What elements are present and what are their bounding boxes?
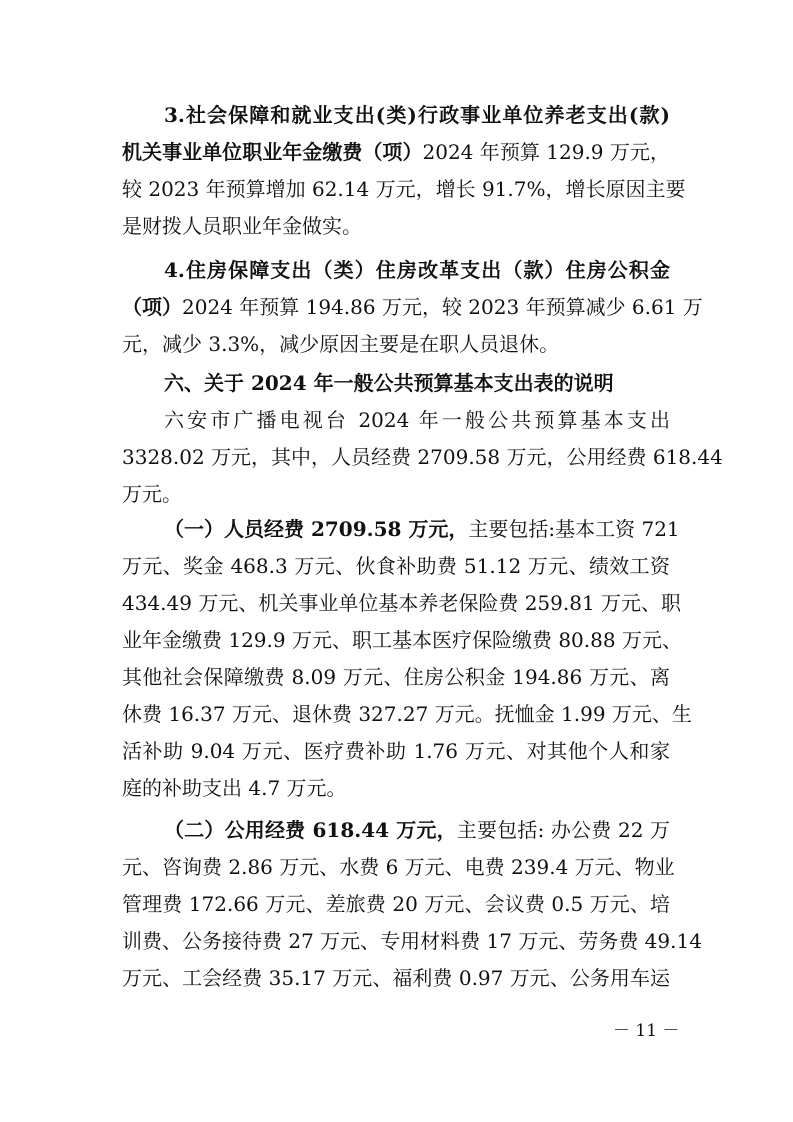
paragraph-social-security: [122, 97, 686, 245]
text-line: 是财拨人员职业年金做实。: [122, 214, 362, 238]
paragraph-basic-expenditure: [122, 402, 723, 513]
text-line: 4.住房保障支出（类）住房改革支出（款）住房公积金: [164, 258, 670, 282]
text-line: 万元、奖金 468.3 万元、伙食补助费 51.12 万元、绩效工资: [122, 554, 670, 578]
text-run: 2024 年预算 194.86 万元，较 2023 年预算减少 6.61 万: [182, 295, 703, 319]
text-line: 元，减少 3.3%，减少原因主要是在职人员退休。: [122, 332, 560, 356]
text-line: 业年金缴费 129.9 万元、职工基本医疗保险缴费 80.88 万元、: [122, 628, 682, 652]
text-line: 休费 16.37 万元、退休费 327.27 万元。抚恤金 1.99 万元、生: [122, 702, 692, 726]
text-line: 万元、工会经费 35.17 万元、福利费 0.97 万元、公务用车运: [122, 966, 670, 990]
text-run: 主要包括:基本工资 721: [468, 517, 680, 541]
text-line: 训费、公务接待费 27 万元、专用材料费 17 万元、劳务费 49.14: [122, 929, 702, 953]
heading-text: 六、关于 2024 年一般公共预算基本支出表的说明: [164, 371, 614, 395]
text-line: [122, 511, 680, 548]
text-line: 3.社会保障和就业支出(类)行政事业单位养老支出(款): [164, 103, 670, 127]
text-line: 较 2023 年预算增加 62.14 万元，增长 91.7%，增长原因主要: [122, 177, 686, 201]
text-line: 庭的补助支出 4.7 万元。: [122, 776, 347, 800]
text-line: 其他社会保障缴费 8.09 万元、住房公积金 194.86 万元、离: [122, 665, 670, 689]
text-line: 万元。: [122, 482, 182, 506]
text-line: [122, 289, 703, 326]
text-run: 2024 年预算 129.9 万元，: [422, 140, 670, 164]
text-line: 3328.02 万元，其中，人员经费 2709.58 万元，公用经费 618.44: [122, 445, 723, 469]
text-line: 元、咨询费 2.86 万元、水费 6 万元、电费 239.4 万元、物业: [122, 855, 675, 879]
section-heading-6: [122, 365, 670, 402]
text-line: [122, 134, 670, 171]
paragraph-personnel-expenses: [122, 511, 692, 807]
text-run: 主要包括: 办公费 22 万: [456, 818, 670, 842]
text-line: 434.49 万元、机关事业单位基本养老保险费 259.81 万元、职: [122, 591, 682, 615]
bold-run: （一）人员经费 2709.58 万元，: [164, 517, 469, 541]
bold-run: （项）: [122, 295, 182, 319]
text-line: 活补助 9.04 万元、医疗费补助 1.76 万元、对其他个人和家: [122, 739, 670, 763]
text-line: [122, 812, 670, 849]
paragraph-housing: [122, 252, 703, 363]
text-line: 六安市广播电视台 2024 年一般公共预算基本支出: [164, 408, 670, 432]
paragraph-public-expenses: [122, 812, 702, 997]
bold-run: （二）公用经费 618.44 万元，: [164, 818, 457, 842]
page-number: － 11 －: [613, 1021, 680, 1041]
text-line: 管理费 172.66 万元、差旅费 20 万元、会议费 0.5 万元、培: [122, 892, 670, 916]
bold-run: 机关事业单位职业年金缴费（项）: [122, 140, 423, 164]
